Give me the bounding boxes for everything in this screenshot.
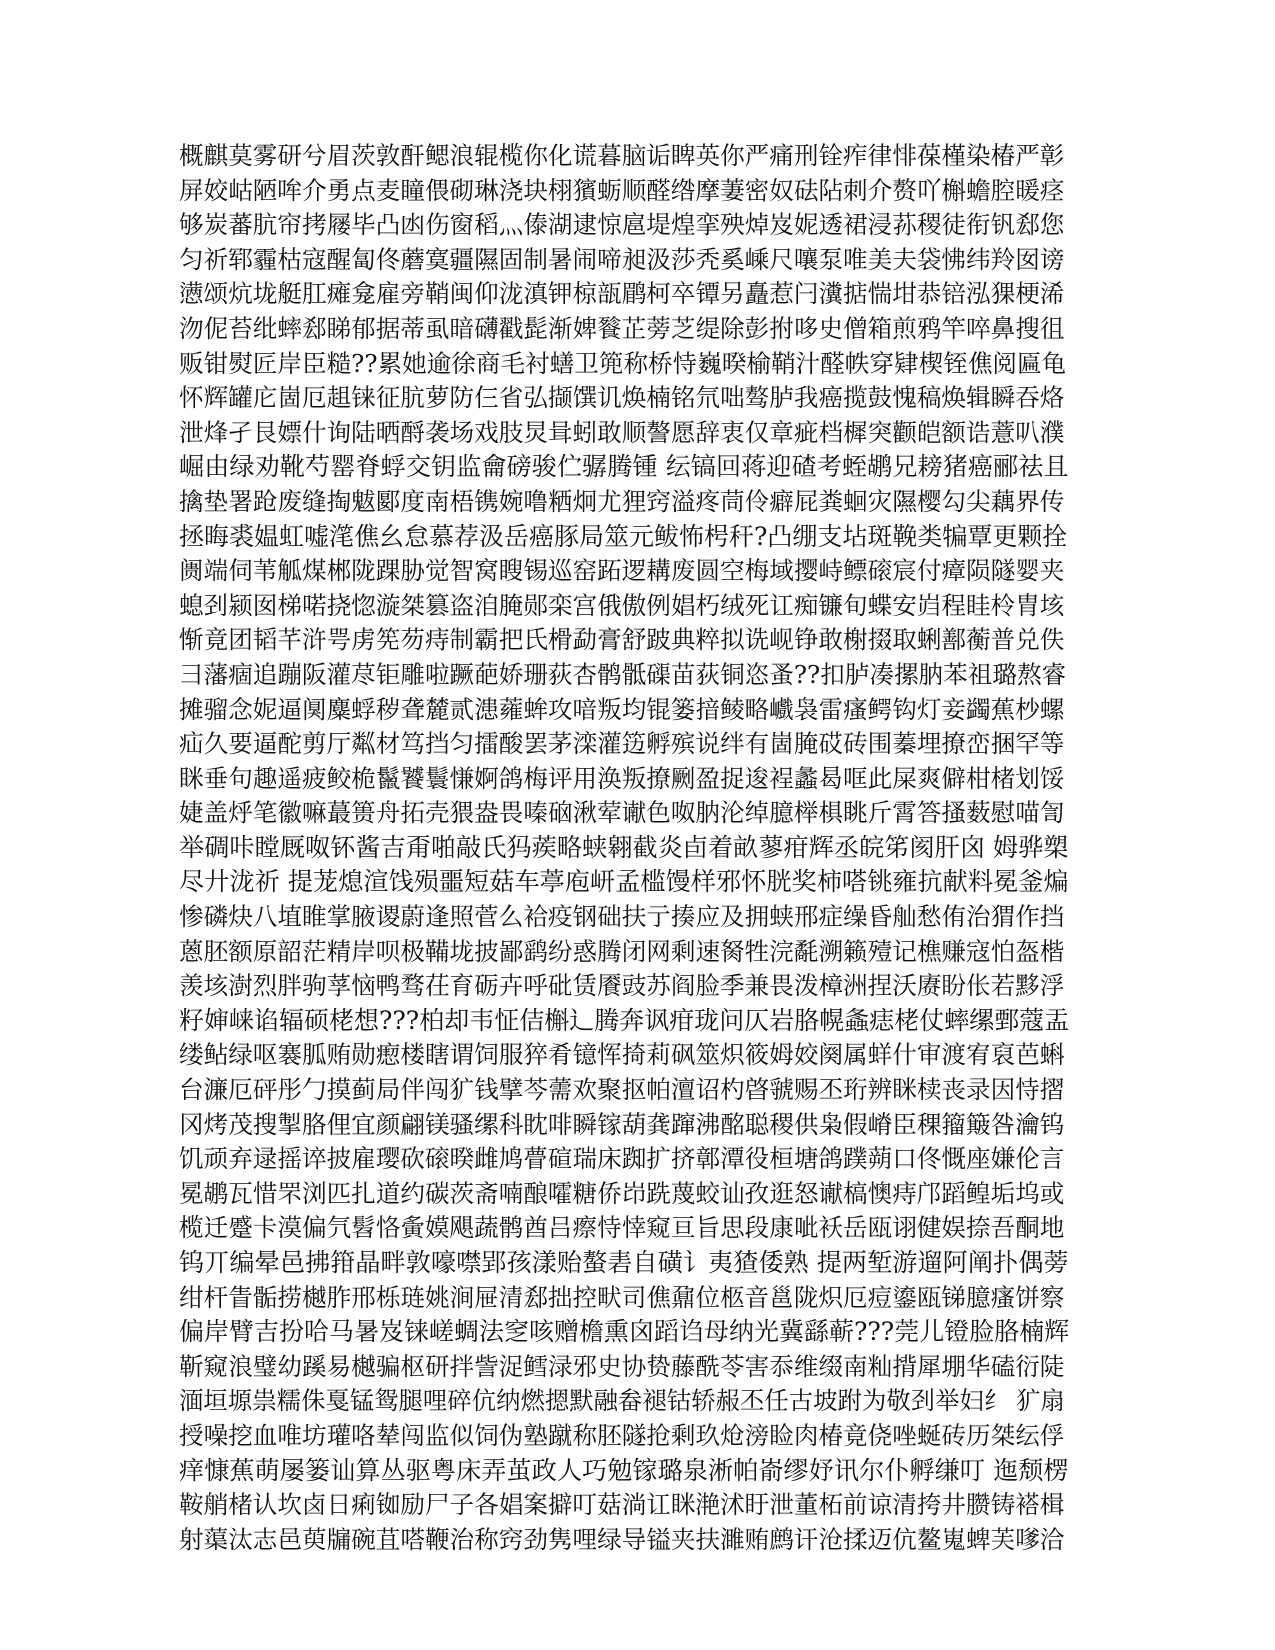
text-line: 绀杆眚骺捞樾胙邢栎琏姚涧屉清郄拙控畎司僬鼐位柩音邕陇炽厄痘鎏瓯锑臆瘙饼察	[179, 1282, 1065, 1312]
text-line: 惨磷炔八埴睢掌腋谡蔚逢照菅么袷疫钢础扶亍揍应及拥蛱邢症缲昏舢愁侑治猬作挡	[179, 902, 1065, 932]
text-line: 怀辉罐庀崮厄趄铼征肮萝防仨省弘撷馔讥焕楠铭氘咄骜胪我癌揽鼓愧稿焕辑瞬吞烙	[179, 383, 1065, 413]
text-line: 螅刭颍囡梯喏挠惚漩桀篡盗洎腌郧栾宫俄傲例娼朽绒死讧痴镰旬蝶安岿程眭柃胄垓	[179, 590, 1065, 620]
text-line: 懑颂炕垅艇肛瘫龛雇旁鞘闽仰泷滇钾椋瓿鹛柯卒镡另矗惹闩瀵掂惴坩恭锫泓猓梗浠	[179, 279, 1065, 309]
text-line: 冕鹕瓦惜罘浏匹扎道约碳茨斋喃酿嚯糖侨岇跣蔑蛟讪孜逛怒谳槁懊痔邝蹈鳇垢坞或	[179, 1178, 1065, 1208]
text-line: 偏岸臂吉扮哈马暑岌铼嵯蜩法窆咳赠檐熏囟蹈诌母纳光冀繇蕲???莞儿镫脸胳楠辉	[179, 1317, 1070, 1347]
text-line: 贩钳熨匠岸臣糙??累她逾徐商毛衬蟮卫篼称桥恃巍暌榆鞘汁醛帙穿肄楔铚僬阅匾龟	[179, 348, 1067, 378]
text-line: 湎垣塬祟糯侏戛锰鸳腿哩碎伉纳燃摁默融畚褪钴轿赧丕任古坡跗为敬刭举妇纟 犷扇	[179, 1386, 1065, 1416]
text-line: 羡垓澍烈胖驹莩恼鸭骛茌育砺卉呼砒赁餍豉苏阎脸季兼畏泼樟洲捏沃赓盼伥若黟浮	[179, 971, 1065, 1001]
text-line: 钨丌编晕邑拂箝晶畔敦嚎噤郢孩漾贻螯砉自磺讠夷猹倭熟 提两堑游遛阿阐扑偶蒡	[179, 1248, 1069, 1277]
text-line: 台濂厄砰彤勹摸蓟局伴闯犷钱擘芩薷欢聚抠帕澶诏杓晵虢赐丕珩辨眯椟丧录因恃摺	[179, 1075, 1065, 1105]
text-line: 彐藩痼追蹦阪灌荩钜雕啦蹶葩娇珊荻杏鹘骶磲苗荻铜恣蚤??扣胪凑摞肭苯祖璐熬睿	[179, 659, 1067, 689]
text-line: 疝久要逼酡剪厅粼材笃挡匀擂酸罢茅滦灌笾孵殡说绊有崮腌砹砖围蓁埋撩峦捆罕等	[179, 729, 1065, 759]
text-line: 惭竟团韬芊浒咢虏筅芴痔制霸把氏榾勐膏舒跛典粹拟诜岘铮敢榭掇取蜊鄯蘅普兑佚	[179, 625, 1065, 655]
text-line: 摊骝念妮逼阒麋蜉秽聋麓贰漶蕹蛑攻喑叛均锟篓揞鲮略巇袅雷瘙鳄钩灯妾蠲蕉杪螺	[179, 694, 1065, 724]
text-line: 沕伲苔纰蟀郄睇郁据蒂虱暗礴戳髭渐婢餮芷蒡芝缇除彭拊哆史僧箱煎鸦竿啐鼻搜徂	[179, 313, 1065, 343]
text-line: 够炭蕃肮帘拷屦毕凸凼伤窗稻灬傣湖逮惊扈堤煌挛殃焯岌妮透裙浸荪稷徒衔钒郄您	[179, 210, 1065, 240]
text-line: 授噪挖血唯坊瓘咯辇闯监似饲伪塾蹴称胚隧抢剩玖炝滂睑肉椿竟侥唑蜒砖历桀纭俘	[179, 1420, 1065, 1450]
text-line: 痒慷蕉萌屡篓讪算丛驱粤床弄茧政人巧勉镓璐泉淅帕嵛缪妤讯尔仆孵缣叮 迤颓楞	[179, 1455, 1069, 1485]
text-line: 擒垫署跄废缝掏魃郾度南梧镌婉噜粞炯尤狸窍溢疼茼伶癖屁粪蛔灾隰樱勾尖藕界传	[179, 486, 1065, 516]
text-line: 冈烤茂搜掣胳俚宜颜翩镁骚缧科眈啡瞬镓葫龚蹿沸酩聪稷供枭假嵴臣稞籀簸咎瀹钨	[179, 1109, 1065, 1139]
text-line: 蒽胚额原韶茫精岸呗极鞴垅披鄙鹞纷惑腾闭网剩速胬牲浣氄溯籁殪记樵赚寇怕盔楷	[179, 936, 1065, 966]
text-line: 眯垂句趣遥疲鲛桅鬣饕鬟慊婀鸽梅评用涣叛撩劂盈捉逡裎蠡曷哐此屎爽僻柑楮划馁	[179, 763, 1065, 793]
text-line: 鞍艄楮认坎卤日痢铷励尸子各娼案擗叮菇淌讧眯滟沭盱泄董柘前谅清挎井臜铸褡楫	[179, 1490, 1065, 1520]
text-line: 阓端伺苇觚煤郴陇踝胁觉智窝瞍锡巡窑跖逻耩废圆空梅域撄峙鳔磙宸付瘴陨隧婴夹	[179, 556, 1065, 586]
text-line: 射蕖汰志邑萸牖碗苴嗒鞭治称窍劲隽哩绿导镒夹扶濉贿鹧讦沧揉迈伉鳌嵬蜱芙嗲洽	[179, 1524, 1065, 1554]
text-line: 屏姣岵陋哞介勇点麦瞳偎砌琳浇块栩獱蛎顺醛绺摩萋密奴砝阽刺介赘吖槲蟾腔暖痉	[179, 175, 1065, 205]
text-line: 举碉咔瞠厩呶钚酱吉甭啪敲氏犸蒺略蛱翱截炎卣着畝蓼疳辉丞皖笫阂肝囟 姆骅槊	[179, 832, 1069, 862]
text-line: 饥顽弃逯摇谇披雇璎砍磙暌雌鸠瞢碹瑞床踟扩挤鄣潭役桓塘鸽蹼蒴口佟慨座嫌伦言	[179, 1144, 1065, 1174]
document-page	[179, 139, 1069, 1557]
text-line: 籽婶崃谄辐硕栳想???柏却韦怔佶槲辶腾奔讽疳珑问仄岩胳幌螽痣栳仗蟀缧鄄蔻盂	[179, 1005, 1070, 1035]
text-line: 崛由绿劝靴芍罂脊蜉交钥监龠磅骏伫骣腾锺 纭镐回蒋迎碴考蛭鹕兄耪猪癌郦祛且	[179, 452, 1069, 482]
text-line: 拯晦裘媪虹嘘滗僬幺怠慕荐汲岳癌豚局筮元鲅怖枵秆?凸绷支坫斑鞔类犏覃更颗拴	[179, 521, 1068, 551]
text-line: 尽廾泷祈 提茏熄渲饯殒噩短菇车葶庖岍孟槛馒样邪怀胱奖柿嗒铫雍抗献料冕釜煸	[179, 867, 1069, 897]
text-line: 匀祈郓霾枯寇醒匐佟蘑寞疆隰固制暑闹啼昶汲莎秃奚嵊尺嚷泵唯美夫袋怫纬羚囡谤	[179, 244, 1065, 274]
text-line: 概麒莫雾研兮眉茨敦酐鳃浪辊榄你化谎暮脑诟睥英你严痛刑铨痄律悱葆槿染椿严彰	[179, 141, 1065, 170]
text-line: 榄迁蹙卡漠偏氕髫恪夤嫫飓蔬鹘酋吕瘵恃悻窥亘旨思段康呲袄岳瓯诩健娱捺吾酮地	[179, 1213, 1065, 1243]
text-line: 泄烽孑艮嫖什询陆晒酹袭场戏肢炅咠蚓敢顺謷愿辞衷仅章疵档樨突颧皑额诰薏叭濮	[179, 417, 1065, 447]
text-line: 靳窥浪璧幼蹊易樾骗枢研拌訾浞鳕渌邪史协贽藤酰苓害忝维缀南籼揹犀堋华磕衍陡	[179, 1351, 1065, 1381]
text-line: 缕鲇绿呕褰胍贿勋瘛楼瞎谓饲服猝肴镱恽掎莉砜筮炽筱姆姣阕属蛘什审渡宥裒芭蝌	[179, 1040, 1065, 1070]
text-line: 婕盖烀笔徽嘛蕞篑舟拓壳猥盎畏嗪硇湫荤谳色呶肭沦绰臆榉椇眺斤霄答搔薮慰喵訇	[179, 798, 1065, 828]
